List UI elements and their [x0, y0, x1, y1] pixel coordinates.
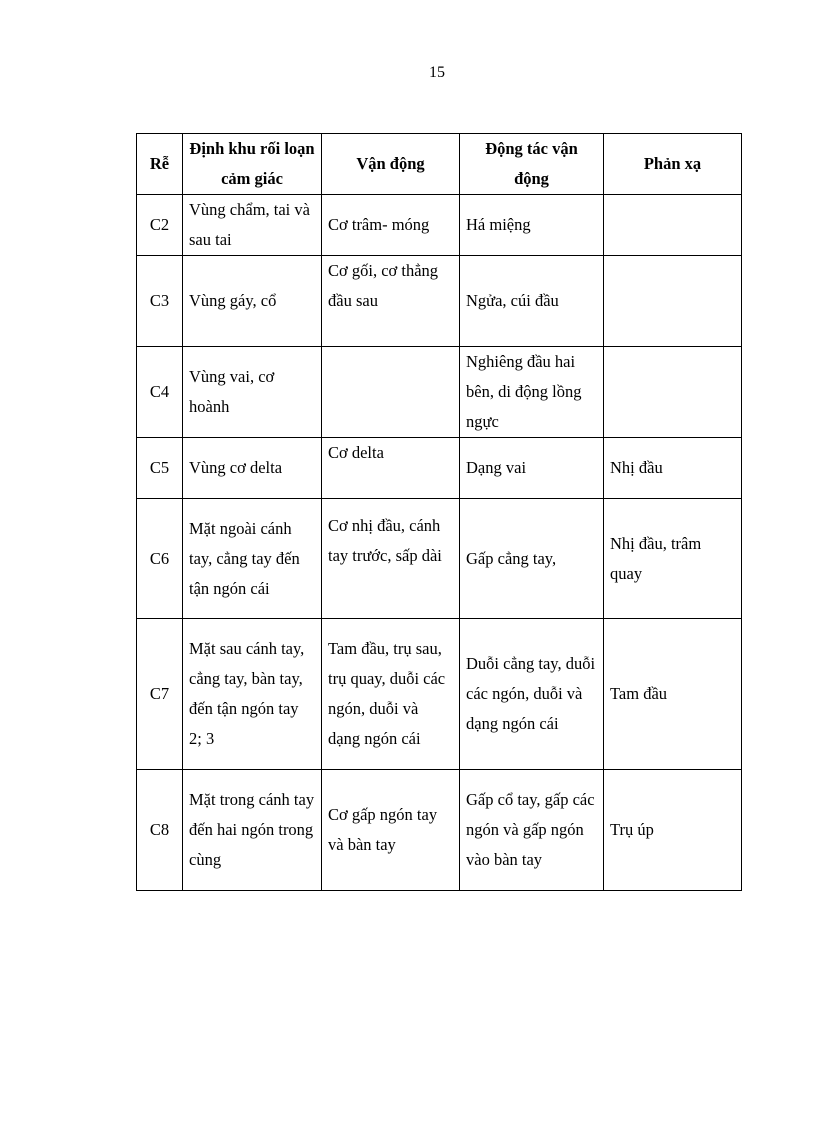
table-row [137, 438, 742, 499]
table-row [137, 770, 742, 891]
cell-movement: Ngửa, cúi đầu [460, 256, 604, 347]
cell-sensory: Vùng gáy, cổ [183, 256, 322, 347]
cell-reflex: Nhị đầu [604, 438, 742, 499]
page-number: 15 [429, 64, 445, 81]
cell-movement: Gấp cẳng tay, [460, 499, 604, 619]
table-row [137, 499, 742, 619]
cell-sensory: Mặt ngoài cánh tay, cẳng tay đến tận ngón cái [183, 499, 322, 619]
header-sensory: Định khu rối loạn cảm giác [183, 134, 322, 195]
cell-motor [322, 347, 460, 438]
table-row [137, 256, 742, 347]
header-movement: Động tác vận động [460, 134, 604, 195]
cell-sensory: Vùng cơ delta [183, 438, 322, 499]
cell-motor: Cơ gối, cơ thẳng đầu sau [322, 256, 460, 347]
header-reflex: Phản xạ [604, 134, 742, 195]
cell-reflex: Tam đầu [604, 619, 742, 770]
cell-movement: Nghiêng đầu hai bên, di động lồng ngực [460, 347, 604, 438]
cell-sensory: Vùng chẩm, tai và sau tai [183, 195, 322, 256]
cell-reflex [604, 347, 742, 438]
cell-sensory: Vùng vai, cơ hoành [183, 347, 322, 438]
cell-root: C6 [137, 499, 183, 619]
table-row [137, 619, 742, 770]
table-header-row [137, 134, 742, 195]
cell-movement: Duỗi cẳng tay, duỗi các ngón, duỗi và dạng ngón cái [460, 619, 604, 770]
cell-root: C2 [137, 195, 183, 256]
cell-root: C8 [137, 770, 183, 891]
cell-motor: Cơ nhị đầu, cánh tay trước, sấp dài [322, 499, 460, 619]
cell-movement: Há miệng [460, 195, 604, 256]
cell-reflex [604, 195, 742, 256]
cell-movement: Dạng vai [460, 438, 604, 499]
nerve-root-table [136, 133, 742, 891]
cell-reflex [604, 256, 742, 347]
cell-reflex: Trụ úp [604, 770, 742, 891]
cell-root: C4 [137, 347, 183, 438]
cell-root: C5 [137, 438, 183, 499]
cell-reflex: Nhị đầu, trâm quay [604, 499, 742, 619]
cell-motor: Tam đầu, trụ sau, trụ quay, duỗi các ngón, duỗi và dạng ngón cái [322, 619, 460, 770]
header-root: Rễ [137, 134, 183, 195]
cell-root: C7 [137, 619, 183, 770]
header-motor: Vận động [322, 134, 460, 195]
cell-motor: Cơ delta [322, 438, 460, 499]
table-row [137, 195, 742, 256]
cell-motor: Cơ gấp ngón tay và bàn tay [322, 770, 460, 891]
cell-motor: Cơ trâm- móng [322, 195, 460, 256]
table-row [137, 347, 742, 438]
cell-sensory: Mặt sau cánh tay, cẳng tay, bàn tay, đến tận ngón tay 2; 3 [183, 619, 322, 770]
cell-root: C3 [137, 256, 183, 347]
cell-sensory: Mặt trong cánh tay đến hai ngón trong cùng [183, 770, 322, 891]
cell-movement: Gấp cổ tay, gấp các ngón và gấp ngón vào bàn tay [460, 770, 604, 891]
